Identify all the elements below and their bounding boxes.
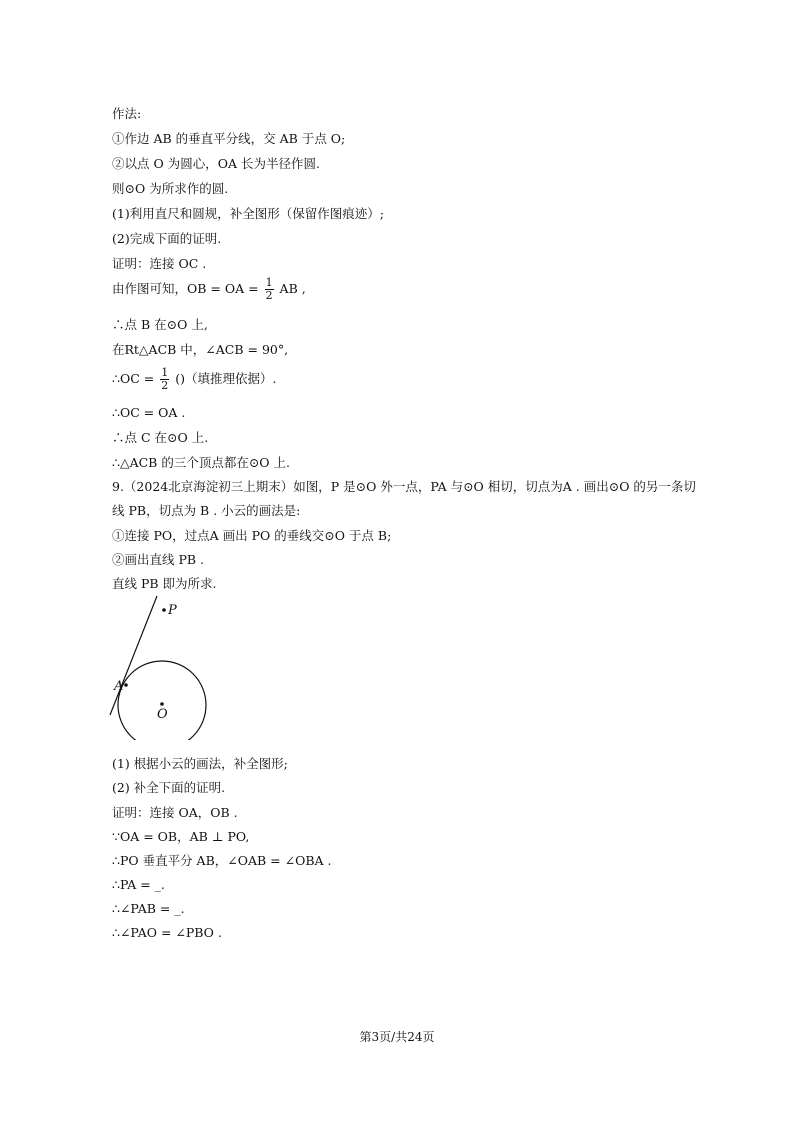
text-line: 线 PB，切点为 B . 小云的画法是: <box>112 503 301 518</box>
text-line: ∴∠PAB = _. <box>112 901 185 916</box>
text-line-with-fraction <box>112 277 306 302</box>
text-line: 证明：连接 OA，OB . <box>112 805 238 820</box>
fraction-denominator: 2 <box>161 379 169 392</box>
text-line: (2)完成下面的证明. <box>112 231 222 246</box>
text-line: (2) 补全下面的证明. <box>112 780 226 795</box>
text-line: 作法: <box>112 106 142 121</box>
text-line: ∴点 B 在⊙O 上, <box>112 317 208 332</box>
point-o <box>160 702 164 706</box>
fraction-numerator: 1 <box>265 276 273 289</box>
circle-o <box>118 661 206 740</box>
tangent-line-pa <box>110 596 157 715</box>
point-p <box>162 608 166 612</box>
text-segment: 由作图可知，OB = OA = <box>112 281 259 296</box>
text-line: ①作边 AB 的垂直平分线，交 AB 于点 O; <box>112 131 346 146</box>
fraction-denominator: 2 <box>265 289 273 302</box>
text-line: 则⊙O 为所求作的圆. <box>112 181 229 196</box>
label-o: O <box>157 707 168 722</box>
text-line: 证明：连接 OC . <box>112 256 207 271</box>
text-line: 在Rt△ACB 中，∠ACB = 90°, <box>112 342 289 357</box>
text-line: 直线 PB 即为所求. <box>112 576 217 591</box>
text-line: ②以点 O 为圆心，OA 长为半径作圆. <box>112 156 320 171</box>
text-line: ②画出直线 PB . <box>112 552 205 567</box>
fraction-numerator: 1 <box>161 366 169 379</box>
text-line: (1) 根据小云的画法，补全图形; <box>112 756 288 771</box>
label-a: A <box>114 679 124 694</box>
tangent-figure <box>100 590 220 740</box>
text-line: ①连接 PO，过点A 画出 PO 的垂线交⊙O 于点 B; <box>112 528 392 543</box>
point-a <box>124 683 128 687</box>
text-line: ∴点 C 在⊙O 上. <box>112 430 209 445</box>
text-segment: ()（填推理依据）. <box>175 371 277 386</box>
label-p: P <box>168 603 177 618</box>
text-line: ∴OC = OA . <box>112 405 186 420</box>
text-line: ∴PO 垂直平分 AB，∠OAB = ∠OBA . <box>112 853 332 868</box>
text-line: ∴PA = _. <box>112 877 165 892</box>
text-line: ∴∠PAO = ∠PBO . <box>112 925 222 940</box>
fraction-one-half <box>265 277 274 302</box>
text-segment: AB , <box>279 281 306 296</box>
text-line: (1)利用直尺和圆规，补全图形（保留作图痕迹）; <box>112 206 384 221</box>
text-line-with-fraction <box>112 367 276 392</box>
text-line: ∴△ACB 的三个顶点都在⊙O 上. <box>112 455 290 470</box>
fraction-one-half <box>160 367 169 392</box>
text-segment: ∴OC = <box>112 371 155 386</box>
text-line: 9.（2024北京海淀初三上期末）如图，P 是⊙O 外一点，PA 与⊙O 相切，切点为A . 画出⊙O 的另一条切 <box>112 479 696 494</box>
text-line: ∵OA = OB，AB ⊥ PO, <box>112 829 250 844</box>
page-footer: 第3页/共24页 <box>359 1030 435 1044</box>
